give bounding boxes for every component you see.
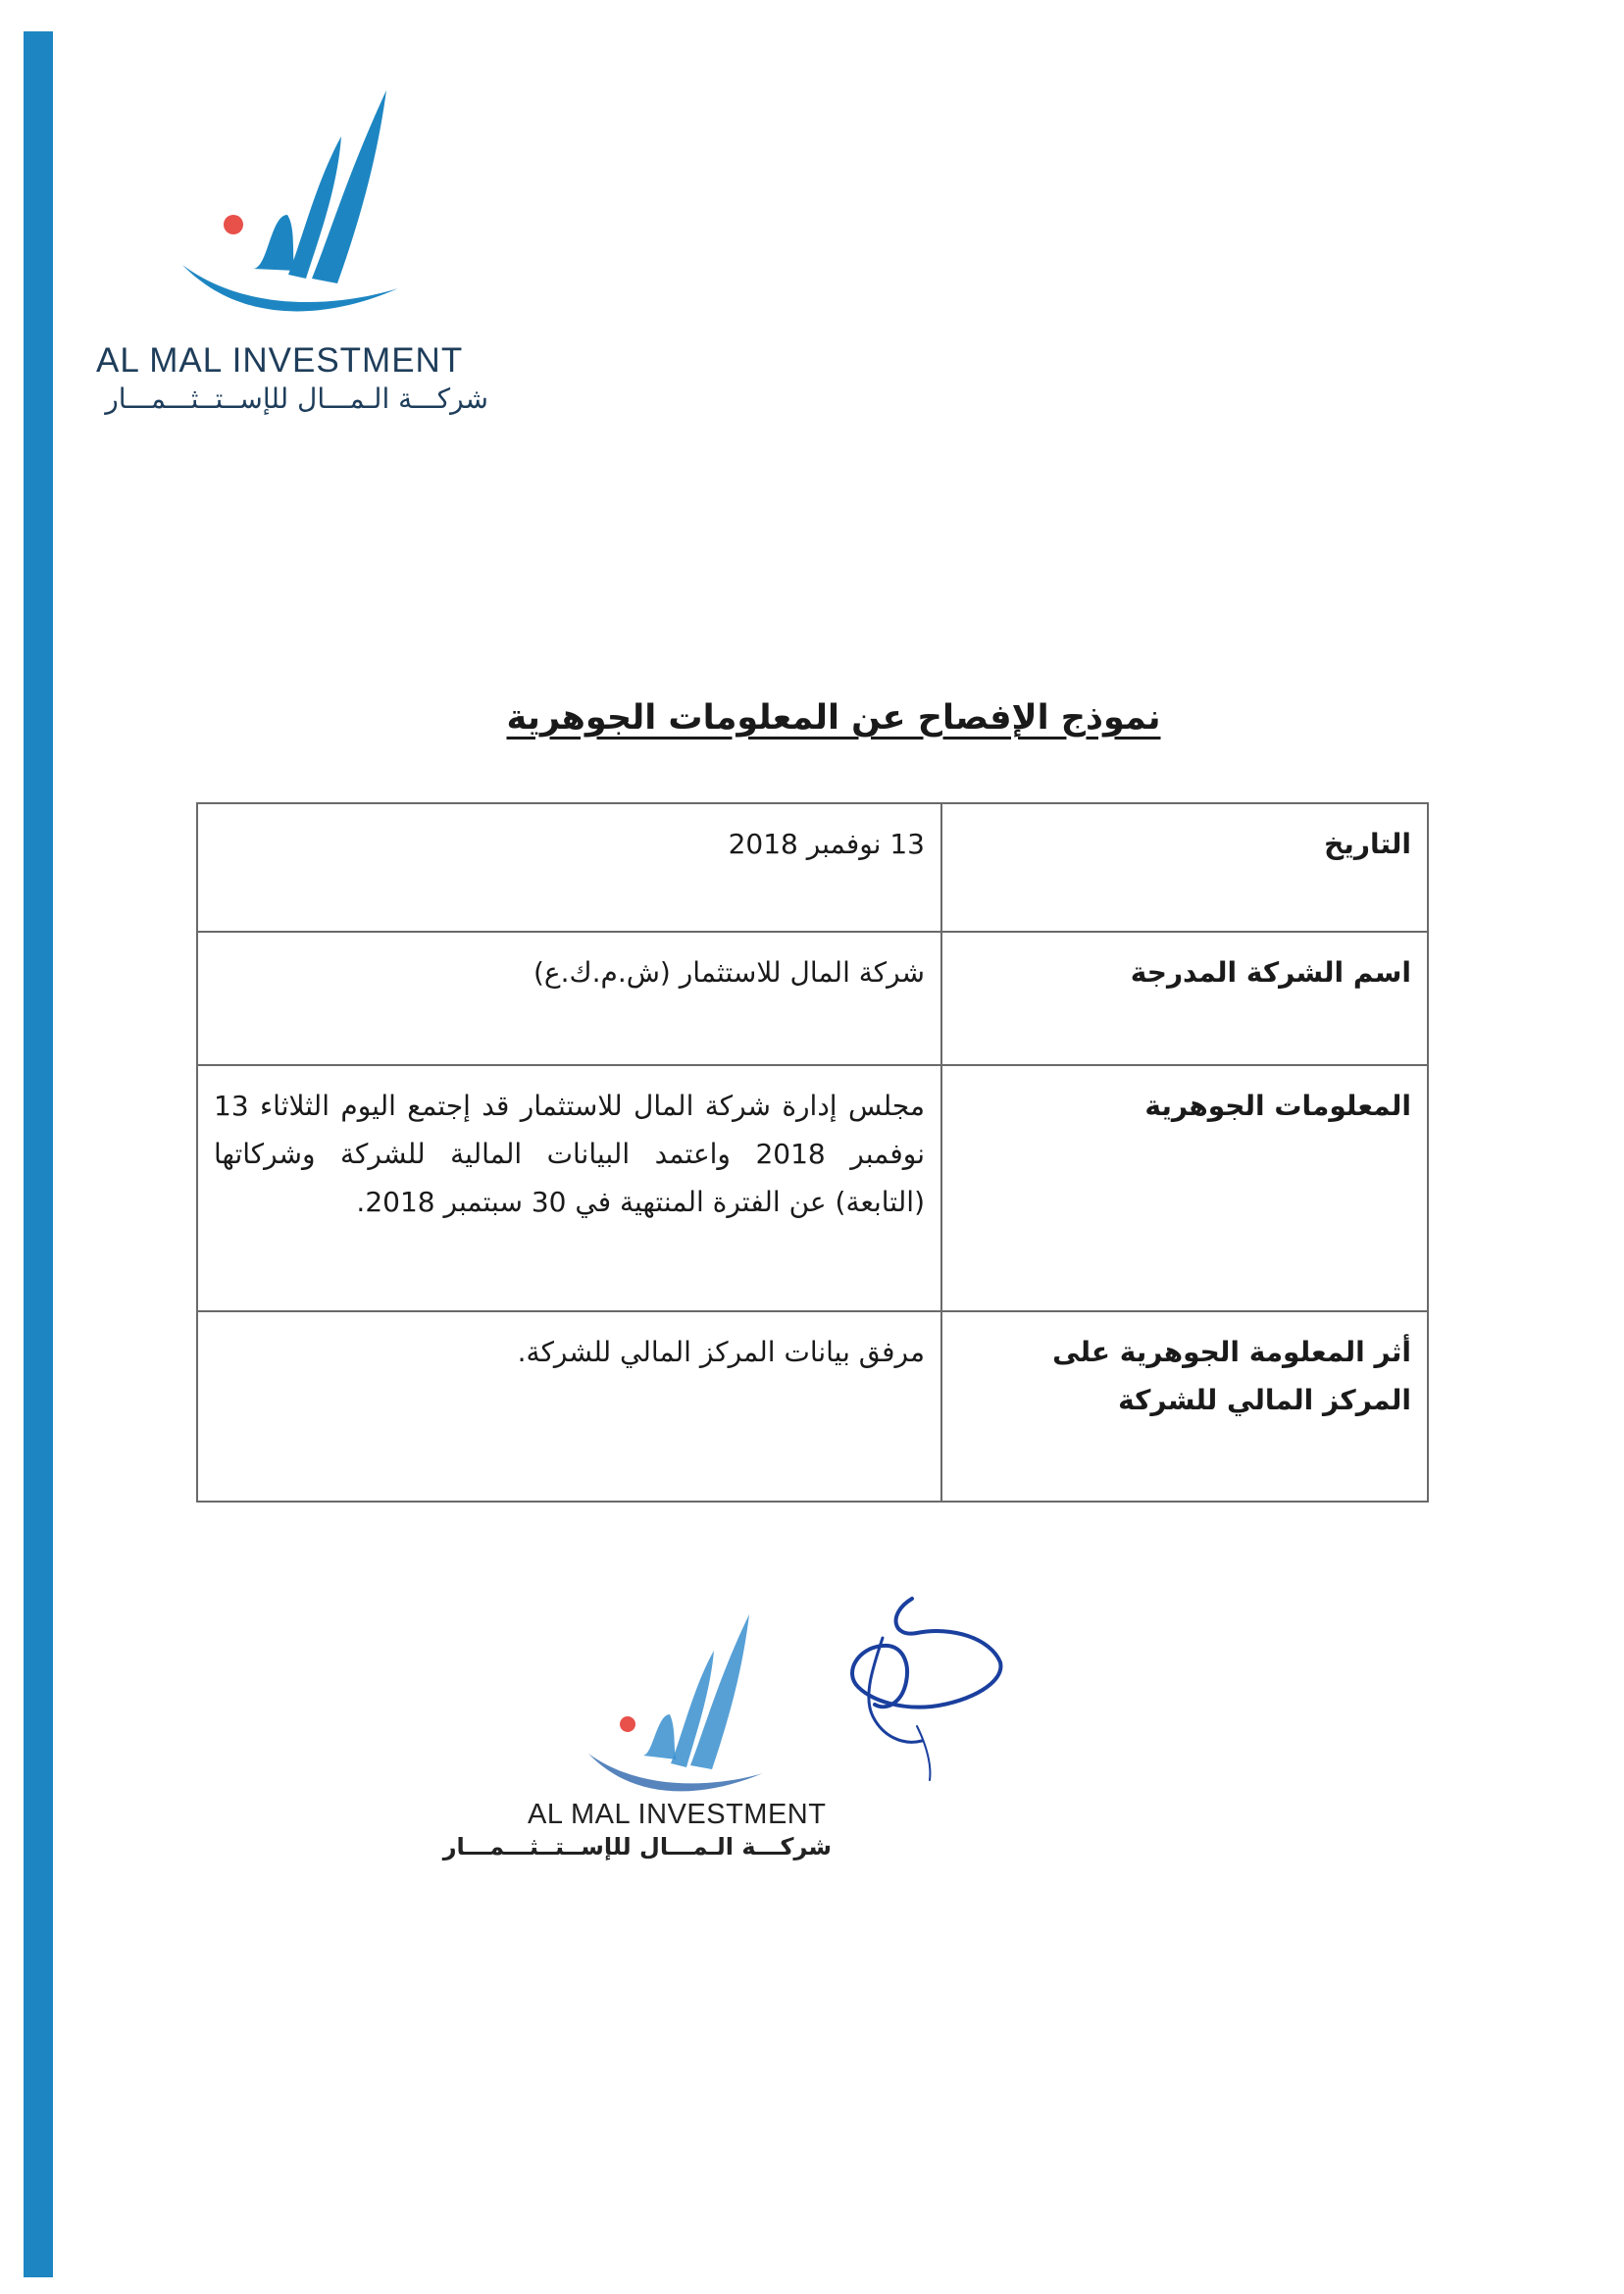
impact-label: أثر المعلومة الجوهرية على المركز المالي للشركة: [941, 1311, 1428, 1502]
disclosure-table: [196, 802, 1429, 1503]
company-value: شركة المال للاستثمار (ش.م.ك.ع): [197, 932, 941, 1065]
impact-value: مرفق بيانات المركز المالي للشركة.: [197, 1311, 941, 1502]
date-value: 13 نوفمبر 2018: [197, 803, 941, 932]
table-row: [197, 1065, 1428, 1311]
table-row: [197, 803, 1428, 932]
company-logo: [96, 82, 508, 415]
page-title: نموذج الإفصاح عن المعلومات الجوهرية: [506, 698, 1161, 738]
stamp-name-ar: شركـــة الـمـــال للإســتــثـــمـــار: [442, 1833, 832, 1861]
logo-name-en: AL MAL INVESTMENT: [96, 341, 464, 380]
table-row: [197, 1311, 1428, 1502]
logo-name-ar: شركـــة الـمـــال للإســتــثـــمـــار: [105, 382, 488, 415]
stamp-logo-icon: [528, 1606, 851, 1793]
material-info-label: المعلومات الجوهرية: [941, 1065, 1428, 1311]
material-info-value: مجلس إدارة شركة المال للاستثمار قد إجتمع اليوم الثلاثاء 13 نوفمبر 2018 واعتمد البيانات المالية للشركة وشركاتها (التابعة) عن الفترة المنتهية في 30 سبتمبر 2018.: [197, 1065, 941, 1311]
company-label: اسم الشركة المدرجة: [941, 932, 1428, 1065]
signature-icon: [804, 1579, 1020, 1785]
table-row: [197, 932, 1428, 1065]
stamp-name-en: AL MAL INVESTMENT: [528, 1799, 827, 1830]
date-label: التاريخ: [941, 803, 1428, 932]
side-accent-bar: [24, 31, 53, 2277]
logo-mark-icon: [96, 82, 420, 339]
company-stamp: [442, 1606, 851, 1861]
